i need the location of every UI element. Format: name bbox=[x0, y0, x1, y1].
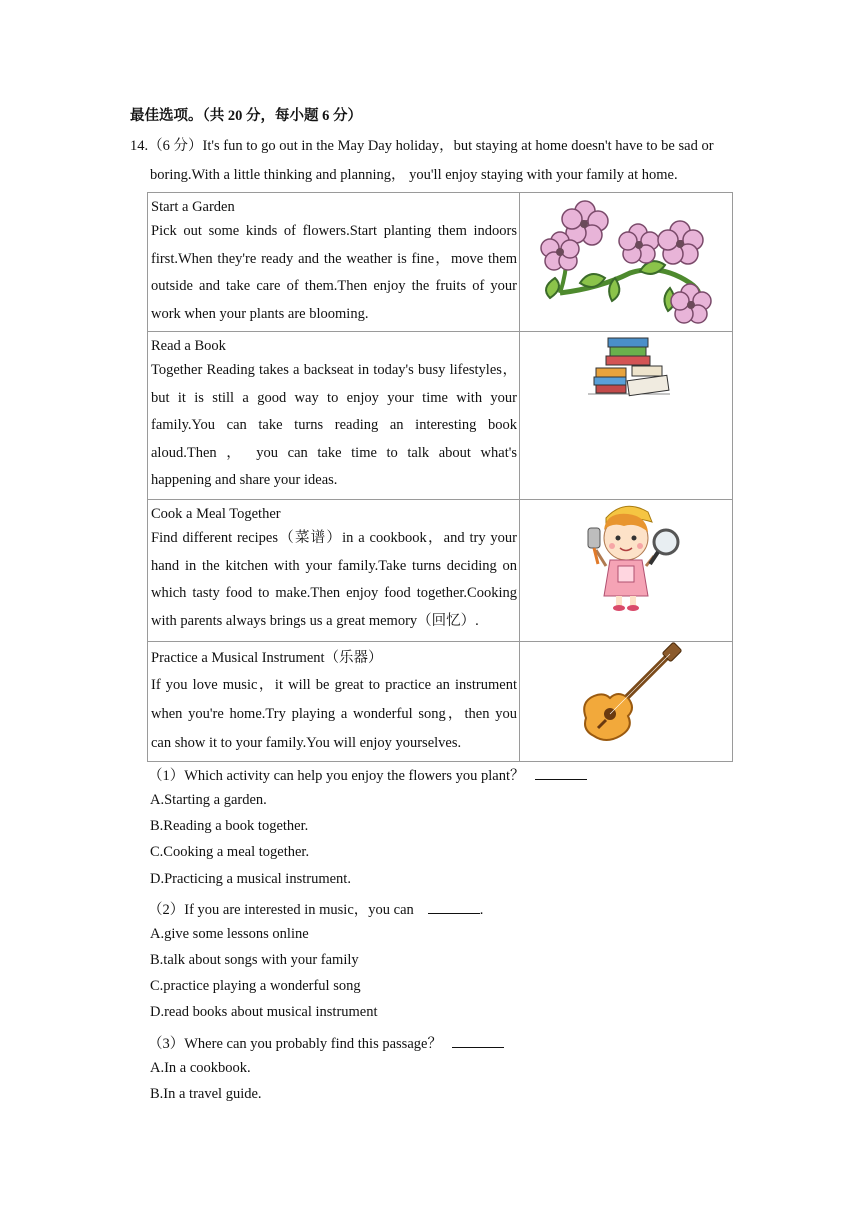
section-title: 最佳选项。（共 20 分，每小题 6 分） bbox=[130, 108, 362, 124]
activity-title: Practice a Musical Instrument（乐器） bbox=[151, 650, 383, 666]
activity-row bbox=[148, 193, 733, 332]
activity-title: Cook a Meal Together bbox=[151, 506, 281, 522]
question-points: （6 分） bbox=[148, 138, 203, 154]
answer-blank[interactable] bbox=[452, 1035, 504, 1048]
activity-text-cell bbox=[148, 642, 520, 762]
option: A.give some lessons online bbox=[150, 926, 309, 942]
option: B.talk about songs with your family bbox=[150, 952, 359, 968]
option: B.In a travel guide. bbox=[150, 1086, 262, 1102]
activity-body: If you love music，it will be great to practice an instrument when you're home.Try playing a wonderful song，then you can show it to your family.You will enjoy yourselves. bbox=[151, 677, 517, 751]
activity-text-cell bbox=[148, 193, 520, 332]
answer-blank[interactable] bbox=[535, 767, 587, 780]
activity-row bbox=[148, 500, 733, 642]
activity-image-cell bbox=[520, 332, 733, 500]
sub-question-3: （3）Where can you probably find this passage？ bbox=[148, 1032, 504, 1053]
activity-image-cell bbox=[520, 193, 733, 332]
flower-icon bbox=[520, 193, 732, 329]
option: A.In a cookbook. bbox=[150, 1060, 251, 1076]
question-number: 14. bbox=[130, 138, 149, 154]
activity-title: Read a Book bbox=[151, 338, 226, 354]
activities-table bbox=[147, 192, 733, 762]
option: C.practice playing a wonderful song bbox=[150, 978, 361, 994]
activity-title: Start a Garden bbox=[151, 199, 235, 215]
activity-text-cell bbox=[148, 332, 520, 500]
activity-image-cell bbox=[520, 642, 733, 762]
activity-row bbox=[148, 642, 733, 762]
activity-row bbox=[148, 332, 733, 500]
sub-question-2: （2）If you are interested in music，you can . bbox=[148, 902, 484, 918]
activity-body: Find different recipes（菜谱）in a cookbook，and try your hand in the kitchen with your family.Take turns deciding on which tasty food to make.Then enjoy food together.Cooking with parents always brings us a great memory（回忆）. bbox=[151, 530, 517, 629]
option: D.read books about musical instrument bbox=[150, 1004, 378, 1020]
option: A.Starting a garden. bbox=[150, 792, 267, 808]
cooking-girl-icon bbox=[520, 500, 732, 616]
guitar-icon bbox=[520, 642, 732, 746]
question-intro bbox=[130, 132, 735, 190]
option: D.Practicing a musical instrument. bbox=[150, 871, 351, 887]
activity-body: Pick out some kinds of flowers.Start planting them indoors first.When they're ready and the weather is fine，move them outside and take care of them.Then enjoy the fruits of your work when your plants are blooming. bbox=[151, 223, 517, 322]
option: B.Reading a book together. bbox=[150, 818, 309, 834]
activity-body: Together Reading takes a backseat in today's busy lifestyles，but it is still a good way to enjoy your time with your family.You can take turns reading an interesting book aloud.Then ， you can take time to talk about what's happening and share your ideas. bbox=[151, 362, 517, 488]
answer-blank[interactable] bbox=[428, 901, 480, 914]
intro-line-2: boring.With a little thinking and planning， you'll enjoy staying with your family at home. bbox=[150, 167, 678, 183]
books-icon bbox=[520, 332, 732, 402]
sub-question-1: （1）Which activity can help you enjoy the flowers you plant？ bbox=[148, 764, 587, 785]
intro-line-1: It's fun to go out in the May Day holiday，but staying at home doesn't have to be sad or bbox=[202, 138, 714, 154]
activity-text-cell bbox=[148, 500, 520, 642]
activity-image-cell bbox=[520, 500, 733, 642]
option: C.Cooking a meal together. bbox=[150, 844, 310, 860]
